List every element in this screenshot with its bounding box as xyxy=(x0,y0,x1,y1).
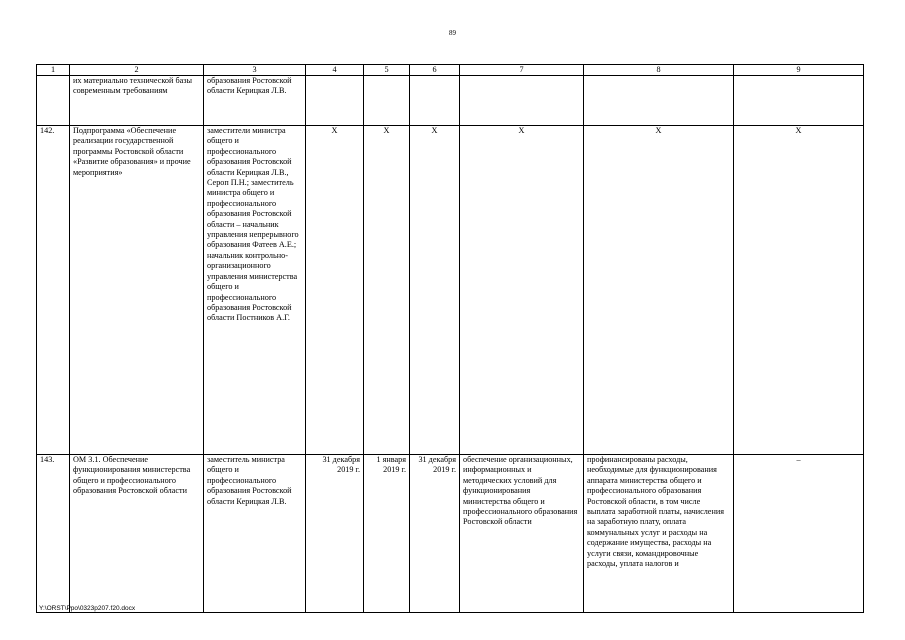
responsible-cell: заместитель министра общего и профессионального образования Ростовской области Керицкая Л.В. xyxy=(204,455,306,613)
table-row xyxy=(37,126,864,455)
actual-result-cell xyxy=(584,76,734,126)
end-date-cell: 31 декабря 2019 г. xyxy=(410,455,460,613)
header-cell-6: 6 xyxy=(410,65,460,76)
planned-result-cell: обеспечение организационных, информационных и методических условий для функционирования министерства общего и профессионального образования Ростовской области xyxy=(460,455,584,613)
table-row xyxy=(37,76,864,126)
header-cell-8: 8 xyxy=(584,65,734,76)
start-date-cell: 1 января 2019 г. xyxy=(364,455,410,613)
start-date-cell: X xyxy=(364,126,410,455)
header-cell-3: 3 xyxy=(204,65,306,76)
planned-result-cell xyxy=(460,76,584,126)
deadline-cell: 31 декабря 2019 г. xyxy=(306,455,364,613)
actual-result-cell: профинансированы расходы, необходимые для функционирования аппарата министерства общего и профессионального образования Ростовской области, в том числе выплата заработной платы, начисления на заработную плату, оплата коммунальных услуг и расходы на содержание имущества, расходы на услуги связи, командировочные расходы, уплата налогов и xyxy=(584,455,734,613)
page-number: 89 xyxy=(449,29,456,37)
footer-file-path: Y:\ORST\Ppo\0323p207.f20.docx xyxy=(39,605,136,612)
deadline-cell: X xyxy=(306,126,364,455)
actual-result-cell: X xyxy=(584,126,734,455)
header-cell-2: 2 xyxy=(70,65,204,76)
responsible-cell: образования Ростовской области Керицкая Л.В. xyxy=(204,76,306,126)
document-table xyxy=(36,64,864,613)
header-cell-5: 5 xyxy=(364,65,410,76)
deadline-cell xyxy=(306,76,364,126)
planned-result-cell: X xyxy=(460,126,584,455)
responsible-cell: заместители министра общего и профессионального образования Ростовской области Керицкая Л.В., Сероп П.Н.; заместитель министра общего и профессионального образования Ростовской области – начальник управления непрерывного образования Фатеев А.Е.; начальник контрольно-организационного управления министерства общего и профессионального образования Ростовской области Постников А.Г. xyxy=(204,126,306,455)
end-date-cell xyxy=(410,76,460,126)
header-cell-9: 9 xyxy=(734,65,864,76)
reason-cell xyxy=(734,76,864,126)
header-cell-7: 7 xyxy=(460,65,584,76)
event-name-cell: ОМ 3.1. Обеспечение функционирования министерства общего и профессионального образования Ростовской области xyxy=(70,455,204,613)
row-number-cell: 142. xyxy=(37,126,70,455)
event-name-cell: Подпрограмма «Обеспечение реализации государственной программы Ростовской области «Развитие образования» и прочие мероприятия» xyxy=(70,126,204,455)
event-name-cell: их материально технической базы современным требованиям xyxy=(70,76,204,126)
header-cell-1: 1 xyxy=(37,65,70,76)
table-header-row xyxy=(37,65,864,76)
end-date-cell: X xyxy=(410,126,460,455)
row-number-cell xyxy=(37,76,70,126)
table-row xyxy=(37,455,864,613)
header-cell-4: 4 xyxy=(306,65,364,76)
reason-cell: X xyxy=(734,126,864,455)
row-number-cell: 143. xyxy=(37,455,70,613)
reason-cell: – xyxy=(734,455,864,613)
start-date-cell xyxy=(364,76,410,126)
